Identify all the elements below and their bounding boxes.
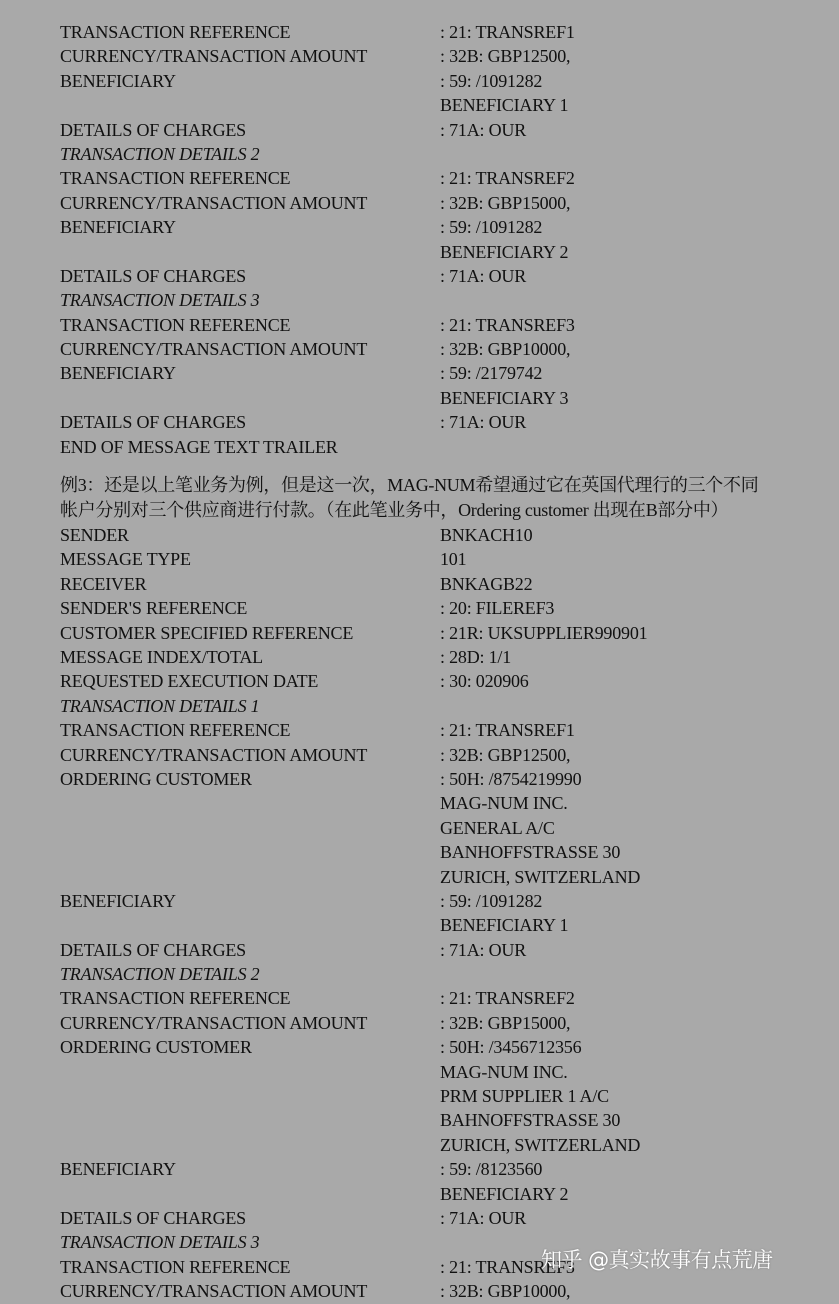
field-value: BENEFICIARY 2 [440,241,569,262]
field-label: CURRENCY/TRANSACTION AMOUNT [60,46,368,67]
field-value: MAG-NUM INC. [440,1061,568,1082]
field-row [60,191,820,215]
document-page [60,20,820,1304]
example-3-line-2: 帐户分别对三个供应商进行付款。（在此笔业务中，Ordering customer 出现在B部分中） [60,500,729,521]
field-row [60,240,820,264]
field-value: : 59: /1091282 [440,70,543,91]
field-row [60,547,820,571]
field-row [60,572,820,596]
field-value: : 50H: /3456712356 [440,1037,582,1058]
field-value: : 21: TRANSREF2 [440,988,575,1009]
field-value: : 50H: /8754219990 [440,768,582,789]
field-value: ZURICH, SWITZERLAND [440,1134,641,1155]
field-row [60,44,820,68]
watermark: 知乎 @真实故事有点荒唐 [541,1248,773,1272]
field-value: : 21: TRANSREF2 [440,168,575,189]
section-heading: TRANSACTION DETAILS 2 [60,143,260,164]
field-row [60,645,820,669]
field-value: : 21: TRANSREF1 [440,22,575,42]
field-label: MESSAGE TYPE [60,549,191,570]
spacer [60,459,820,467]
field-label: BENEFICIARY [60,217,176,238]
field-label: REQUESTED EXECUTION DATE [60,671,319,692]
field-label: CURRENCY/TRANSACTION AMOUNT [60,1012,368,1033]
field-label: CURRENCY/TRANSACTION AMOUNT [60,1281,368,1302]
field-row [60,986,820,1010]
field-value: : 59: /1091282 [440,890,543,911]
field-row [60,361,820,385]
field-row [60,913,820,937]
field-row [60,621,820,645]
field-row [60,523,820,547]
field-row [60,435,820,459]
field-label: TRANSACTION REFERENCE [60,720,291,741]
field-label [60,240,440,264]
field-label: TRANSACTION REFERENCE [60,314,291,335]
field-label: BENEFICIARY [60,70,176,91]
field-value: : 32B: GBP15000, [440,1012,571,1033]
field-label: CURRENCY/TRANSACTION AMOUNT [60,192,368,213]
field-label: SENDER'S REFERENCE [60,598,248,619]
field-value: : 21: TRANSREF3 [440,314,575,335]
example-3-line-1: 例3：还是以上笔业务为例，但是这一次，MAG-NUM希望通过它在英国代理行的三个不同 [60,475,759,496]
field-value: BENEFICIARY 1 [440,915,569,936]
field-value: GENERAL A/C [440,817,555,838]
field-label [60,913,440,937]
field-row [60,386,820,410]
field-label: BENEFICIARY [60,890,176,911]
field-row [60,264,820,288]
field-row [60,596,820,620]
field-label: SENDER [60,525,129,546]
field-row [60,1011,820,1035]
field-row [60,410,820,434]
field-value: : 32B: GBP15000, [440,192,571,213]
field-value: BNKAGB22 [440,573,533,594]
field-row [60,118,820,142]
field-label: CURRENCY/TRANSACTION AMOUNT [60,339,368,360]
field-value: : 21: TRANSREF1 [440,720,575,741]
field-value: ZURICH, SWITZERLAND [440,866,641,887]
section-heading-row [60,962,820,986]
field-row [60,718,820,742]
field-value: : 32B: GBP10000, [440,339,571,360]
field-label: CURRENCY/TRANSACTION AMOUNT [60,744,368,765]
section-heading: TRANSACTION DETAILS 3 [60,290,260,311]
field-value: PRM SUPPLIER 1 A/C [440,1086,609,1107]
field-row [60,865,820,889]
field-value: BENEFICIARY 3 [440,387,569,408]
field-value: : 71A: OUR [440,1207,527,1228]
field-label [60,1060,440,1084]
field-value: : 71A: OUR [440,119,527,140]
field-row [60,1108,820,1132]
field-value: : 20: FILEREF3 [440,598,555,619]
field-row [60,93,820,117]
field-value: : 71A: OUR [440,412,527,433]
field-label: TRANSACTION REFERENCE [60,168,291,189]
field-row [60,743,820,767]
field-value: : 28D: 1/1 [440,646,512,667]
field-row [60,1182,820,1206]
message-section-a [60,20,820,459]
field-value: : 32B: GBP12500, [440,744,571,765]
section-heading: TRANSACTION DETAILS 3 [60,1232,260,1253]
field-label [60,1133,440,1157]
field-row [60,1133,820,1157]
field-row [60,215,820,239]
field-label [60,1084,440,1108]
field-label: ORDERING CUSTOMER [60,768,252,789]
field-label: MESSAGE INDEX/TOTAL [60,646,263,667]
field-label: DETAILS OF CHARGES [60,119,246,140]
field-row [60,889,820,913]
field-row [60,791,820,815]
field-label [60,840,440,864]
field-value: : 30: 020906 [440,671,529,692]
section-heading-row [60,288,820,312]
field-value: : 59: /1091282 [440,217,543,238]
field-value: BNKACH10 [440,525,533,546]
field-row [60,816,820,840]
field-value: BANHOFFSTRASSE 30 [440,842,621,863]
field-label: DETAILS OF CHARGES [60,1207,246,1228]
field-value: BENEFICIARY 2 [440,1183,569,1204]
field-value: 101 [440,549,467,570]
section-heading: TRANSACTION DETAILS 1 [60,695,260,716]
field-label: RECEIVER [60,573,147,594]
field-label: TRANSACTION REFERENCE [60,22,291,42]
field-label: ORDERING CUSTOMER [60,1037,252,1058]
message-section-b [60,523,820,1304]
field-row [60,1084,820,1108]
field-row [60,840,820,864]
field-value: : 21: TRANSREF3 [440,1256,575,1277]
field-value: : 21R: UKSUPPLIER990901 [440,622,648,643]
section-heading-row [60,694,820,718]
field-label: END OF MESSAGE TEXT TRAILER [60,436,338,457]
field-row [60,166,820,190]
field-value: BAHNOFFSTRASSE 30 [440,1110,621,1131]
field-label: TRANSACTION REFERENCE [60,988,291,1009]
example-3-description [60,473,820,523]
field-row [60,313,820,337]
field-label [60,1108,440,1132]
field-label [60,791,440,815]
field-label: DETAILS OF CHARGES [60,265,246,286]
field-label [60,1182,440,1206]
field-value: : 71A: OUR [440,265,527,286]
field-label: BENEFICIARY [60,1159,176,1180]
section-heading-row [60,142,820,166]
field-value: : 32B: GBP12500, [440,46,571,67]
field-label: DETAILS OF CHARGES [60,412,246,433]
field-row [60,1206,820,1230]
field-label: TRANSACTION REFERENCE [60,1256,291,1277]
field-row [60,20,820,44]
field-value: : 71A: OUR [440,939,527,960]
field-row [60,669,820,693]
field-label [60,816,440,840]
field-row [60,938,820,962]
field-row [60,1060,820,1084]
field-value: : 32B: GBP10000, [440,1281,571,1302]
field-label: DETAILS OF CHARGES [60,939,246,960]
field-label [60,386,440,410]
field-label [60,93,440,117]
field-value: BENEFICIARY 1 [440,95,569,116]
field-label [60,865,440,889]
field-row [60,1035,820,1059]
field-label: BENEFICIARY [60,363,176,384]
field-row [60,767,820,791]
field-value: : 59: /8123560 [440,1159,543,1180]
field-label: CUSTOMER SPECIFIED REFERENCE [60,622,354,643]
field-value: : 59: /2179742 [440,363,543,384]
section-heading: TRANSACTION DETAILS 2 [60,964,260,985]
field-row [60,1279,820,1303]
field-row [60,1157,820,1181]
field-row [60,337,820,361]
field-row [60,69,820,93]
field-value: MAG-NUM INC. [440,793,568,814]
